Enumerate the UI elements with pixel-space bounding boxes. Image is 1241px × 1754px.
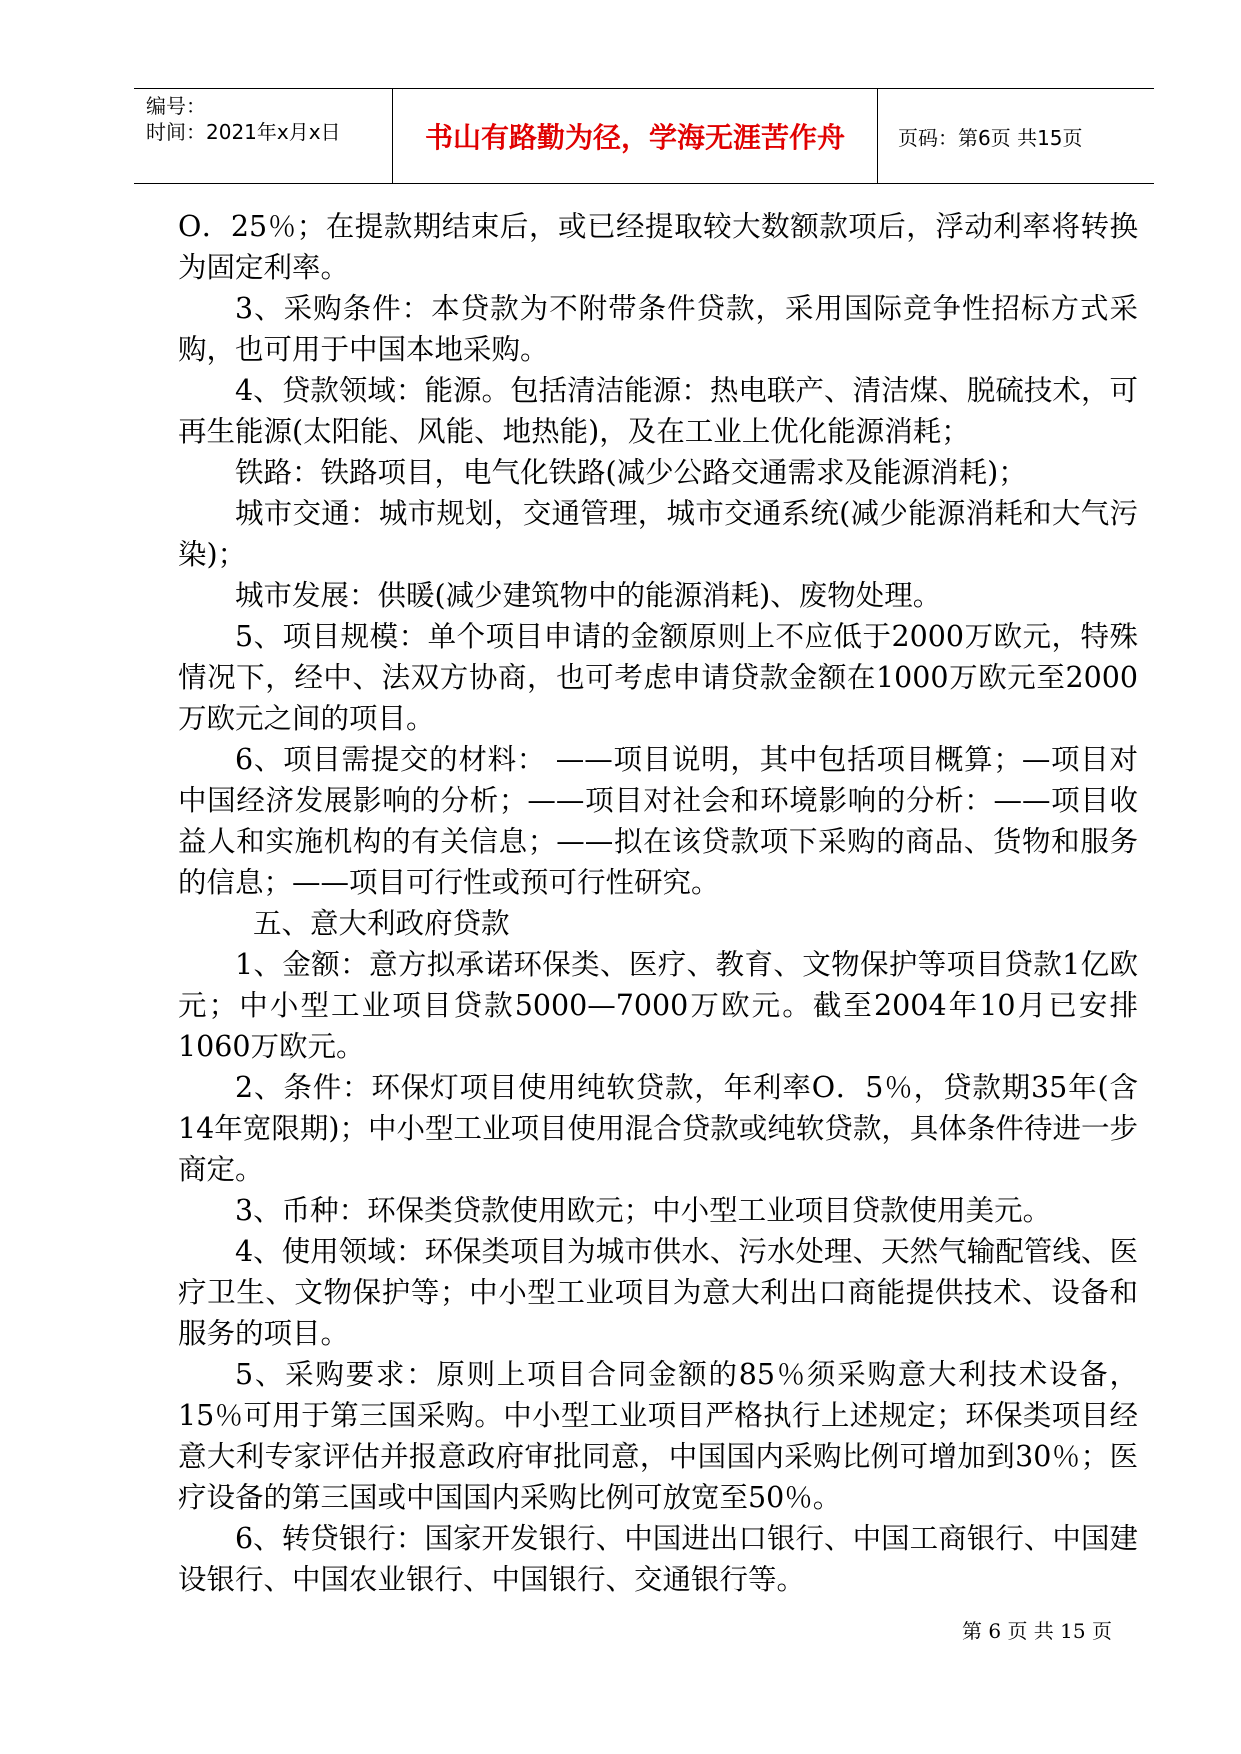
body-paragraph: 2、条件：环保灯项目使用纯软贷款，年利率O．5％，贷款期35年(含14年宽限期)；中小型工业项目使用混合贷款或纯软贷款，具体条件待进一步商定。 [178,1071,1138,1186]
body-paragraph: 4、使用领域：环保类项目为城市供水、污水处理、天然气输配管线、医疗卫生、文物保护等；中小型工业项目为意大利出口商能提供技术、设备和服务的项目。 [178,1235,1138,1350]
document-body [178,206,1138,1600]
body-paragraph: 3、采购条件：本贷款为不附带条件贷款，采用国际竞争性招标方式采购，也可用于中国本地采购。 [178,292,1138,366]
body-paragraph: O．25％；在提款期结束后，或已经提取较大数额款项后，浮动利率将转换为固定利率。 [178,210,1138,284]
body-paragraph: 5、项目规模：单个项目申请的金额原则上不应低于2000万欧元，特殊情况下，经中、法双方协商，也可考虑申请贷款金额在1000万欧元至2000万欧元之间的项目。 [178,620,1138,735]
page-footer: 第 6 页 共 15 页 [962,1619,1112,1643]
body-paragraph: 4、贷款领域：能源。包括清洁能源：热电联产、清洁煤、脱硫技术，可再生能源(太阳能、风能、地热能)，及在工业上优化能源消耗； [178,374,1138,448]
body-paragraph: 3、币种：环保类贷款使用欧元；中小型工业项目贷款使用美元。 [235,1194,1052,1227]
section-heading: 五、意大利政府贷款 [253,907,510,940]
body-paragraph: 1、金额：意方拟承诺环保类、医疗、教育、文物保护等项目贷款1亿欧元；中小型工业项目贷款5000—7000万欧元。截至2004年10月已安排1060万欧元。 [178,948,1138,1063]
body-paragraph: 城市发展：供暖(减少建筑物中的能源消耗)、废物处理。 [235,579,942,612]
doc-time-label: 时间：2021年x月x日 [146,120,341,144]
page-header [134,88,1154,184]
header-page-info: 页码：第6页 共15页 [898,125,1083,150]
doc-number-label: 编号： [146,94,206,118]
body-paragraph: 6、转贷银行：国家开发银行、中国进出口银行、中国工商银行、中国建设银行、中国农业银行、中国银行、交通银行等。 [178,1522,1138,1596]
body-paragraph: 铁路：铁路项目，电气化铁路(减少公路交通需求及能源消耗)； [235,456,1027,489]
body-paragraph: 城市交通：城市规划，交通管理，城市交通系统(减少能源消耗和大气污染)； [178,497,1138,571]
header-motto: 书山有路勤为径，学海无涯苦作舟 [393,89,878,183]
body-paragraph: 5、采购要求：原则上项目合同金额的85％须采购意大利技术设备，15％可用于第三国采购。中小型工业项目严格执行上述规定；环保类项目经意大利专家评估并报意政府审批同意，中国国内采购比例可增加到30％；医疗设备的第三国或中国国内采购比例可放宽至50％。 [178,1358,1138,1514]
body-paragraph: 6、项目需提交的材料： ——项目说明，其中包括项目概算；—项目对中国经济发展影响的分析；——项目对社会和环境影响的分析：——项目收益人和实施机构的有关信息；——拟在该贷款项下采购的商品、货物和服务的信息；——项目可行性或预可行性研究。 [178,743,1138,899]
header-meta [134,89,393,183]
